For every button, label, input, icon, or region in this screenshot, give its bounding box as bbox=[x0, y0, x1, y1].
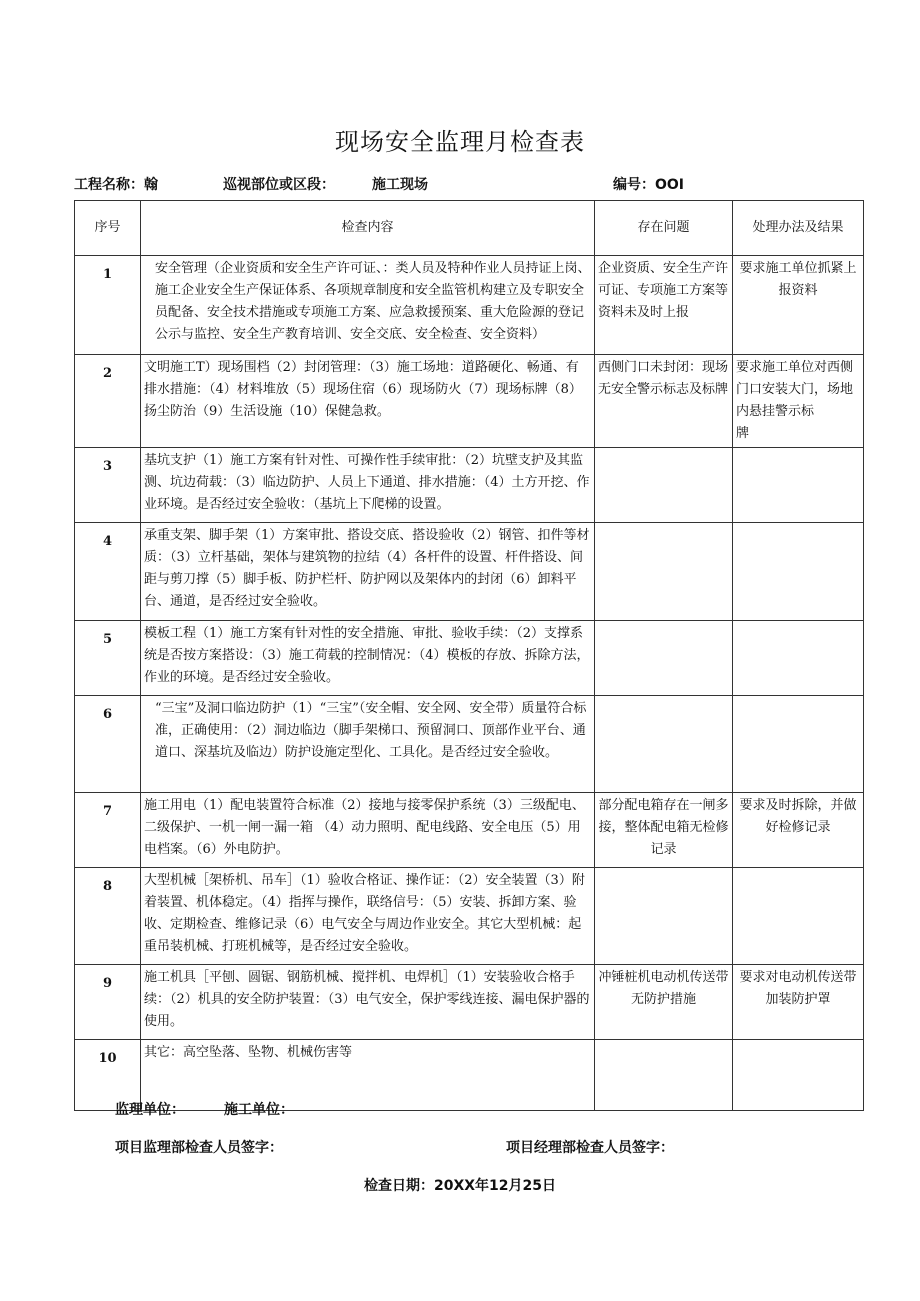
table-row bbox=[75, 1040, 864, 1111]
column-header-content: 检查内容 bbox=[141, 201, 595, 256]
row-content: 文明施工T）现场围档（2）封闭管理：（3）施工场地：道路硬化、畅通、有排水措施：（4）材料堆放（5）现场住宿（6）现场防火（7）现场标牌（8）扬尘防治（9）生活设施（10）保健急救。 bbox=[141, 355, 595, 448]
row-content: 模板工程（1）施工方案有针对性的安全措施、审批、验收手续：（2）支撑系统是否按方案搭设：（3）施工荷载的控制情况：（4）模板的存放、拆除方法，作业的环境。是否经过安全验收。 bbox=[141, 621, 595, 696]
row-content: 承重支架、脚手架（1）方案审批、搭设交底、搭设验收（2）钢管、扣件等材质：（3）立杆基础，架体与建筑物的拉结（4）各杆件的设置、杆件搭设、间距与剪刀撑（5）脚手板、防护栏杆、防护网以及架体内的封闭（6）卸料平台、通道，是否经过安全验收。 bbox=[141, 523, 595, 621]
row-problem: 西侧门口未封闭：现场无安全警示标志及标牌 bbox=[595, 355, 733, 448]
column-header-result: 处理办法及结果 bbox=[733, 201, 864, 256]
project-name-label: 工程名称： bbox=[74, 177, 144, 193]
row-problem bbox=[595, 696, 733, 793]
row-problem bbox=[595, 621, 733, 696]
row-number: 7 bbox=[75, 793, 141, 868]
row-result: 要求对电动机传送带加装防护罩 bbox=[733, 965, 864, 1040]
serial-number-field bbox=[613, 174, 684, 194]
row-content: 基坑支护（1）施工方案有针对性、可操作性手续审批：（2）坑壁支护及其监测、坑边荷载：（3）临边防护、人员上下通道、排水措施：（4）土方开挖、作业环境。是否经过安全验收：（基坑上下爬梯的设置。 bbox=[141, 448, 595, 523]
row-content: 安全管理（企业资质和安全生产许可证、：类人员及特种作业人员持证上岗、施工企业安全生产保证体系、各项规章制度和安全监管机构建立及专职安全员配备、安全技术措施或专项施工方案、应急救援预案、重大危险源的登记公示与监控、安全生产教育培训、安全交底、安全检查、安全资料） bbox=[141, 256, 595, 355]
column-header-number: 序号 bbox=[75, 201, 141, 256]
row-number: 4 bbox=[75, 523, 141, 621]
table-row bbox=[75, 793, 864, 868]
row-number: 9 bbox=[75, 965, 141, 1040]
row-content: 大型机械［架桥机、吊车］（1）验收合格证、操作证：（2）安全装置（3）附着装置、机体稳定。（4）指挥与操作，联络信号：（5）安装、拆卸方案、验收、定期检查、维修记录（6）电气安全与周边作业安全。其它大型机械：起重吊装机械、打班机械等，是否经过安全验收。 bbox=[141, 868, 595, 965]
row-number: 5 bbox=[75, 621, 141, 696]
row-problem bbox=[595, 448, 733, 523]
row-result bbox=[733, 523, 864, 621]
row-number: 10 bbox=[75, 1040, 141, 1111]
row-content: 其它：高空坠落、坠物、机械伤害等 bbox=[141, 1040, 595, 1111]
row-result: 要求施工单位抓紧上报资料 bbox=[733, 256, 864, 355]
row-problem bbox=[595, 868, 733, 965]
page-title: 现场安全监理月检查表 bbox=[335, 128, 585, 156]
table-row bbox=[75, 621, 864, 696]
inspection-date: 检查日期：20XX年12月25日 bbox=[363, 1178, 557, 1194]
supervisor-unit-label: 监理单位： bbox=[115, 1102, 185, 1118]
row-number: 3 bbox=[75, 448, 141, 523]
row-problem bbox=[595, 523, 733, 621]
table-row bbox=[75, 523, 864, 621]
inspection-area-value: 施工现场 bbox=[372, 177, 428, 193]
serial-number-value: OOI bbox=[655, 177, 685, 193]
row-problem: 冲锤桩机电动机传送带无防护措施 bbox=[595, 965, 733, 1040]
row-result bbox=[733, 1040, 864, 1111]
table-row bbox=[75, 965, 864, 1040]
table-header-row bbox=[75, 201, 864, 256]
row-result bbox=[733, 448, 864, 523]
row-result bbox=[733, 621, 864, 696]
row-number: 8 bbox=[75, 868, 141, 965]
row-result bbox=[733, 696, 864, 793]
column-header-problem: 存在问题 bbox=[595, 201, 733, 256]
project-name-value: 翰 bbox=[144, 177, 158, 193]
table-row bbox=[75, 696, 864, 793]
construction-unit-label: 施工单位： bbox=[224, 1102, 294, 1118]
table-row bbox=[75, 868, 864, 965]
supervisor-signature-label: 项目监理部检查人员签字： bbox=[115, 1140, 283, 1156]
row-problem: 部分配电箱存在一闸多接，整体配电箱无检修记录 bbox=[595, 793, 733, 868]
table-row bbox=[75, 355, 864, 448]
row-problem: 企业资质、安全生产许可证、专项施工方案等资料未及时上报 bbox=[595, 256, 733, 355]
manager-signature-label: 项目经理部检查人员签字： bbox=[506, 1140, 674, 1156]
inspection-area-label: 巡视部位或区段： bbox=[223, 177, 335, 193]
row-result bbox=[733, 868, 864, 965]
row-number: 2 bbox=[75, 355, 141, 448]
row-number: 1 bbox=[75, 256, 141, 355]
inspection-table bbox=[74, 200, 864, 1111]
row-number: 6 bbox=[75, 696, 141, 793]
row-content: 施工用电（1）配电装置符合标准（2）接地与接零保护系统（3）三级配电、二级保护、一机一闸一漏一箱 （4）动力照明、配电线路、安全电压（5）用电档案。（6）外电防护。 bbox=[141, 793, 595, 868]
serial-number-label: 编号： bbox=[613, 177, 655, 193]
table-row bbox=[75, 448, 864, 523]
row-content: 施工机具［平刨、圆锯、钢筋机械、搅拌机、电焊机］（1）安装验收合格手续：（2）机具的安全防护装置：（3）电气安全，保护零线连接、漏电保护器的使用。 bbox=[141, 965, 595, 1040]
project-name-field bbox=[74, 174, 158, 194]
row-content: “三宝”及洞口临边防护（1）“三宝”（安全帽、安全网、安全带）质量符合标准，正确使用：（2）洞边临边（脚手架梯口、预留洞口、顶部作业平台、通道口、深基坑及临边）防护设施定型化、工具化。是否经过安全验收。 bbox=[141, 696, 595, 793]
row-problem bbox=[595, 1040, 733, 1111]
row-result: 要求施工单位对西侧门口安装大门，场地内悬挂警示标 牌 bbox=[733, 355, 864, 448]
table-row bbox=[75, 256, 864, 355]
row-result: 要求及时拆除，并做好检修记录 bbox=[733, 793, 864, 868]
